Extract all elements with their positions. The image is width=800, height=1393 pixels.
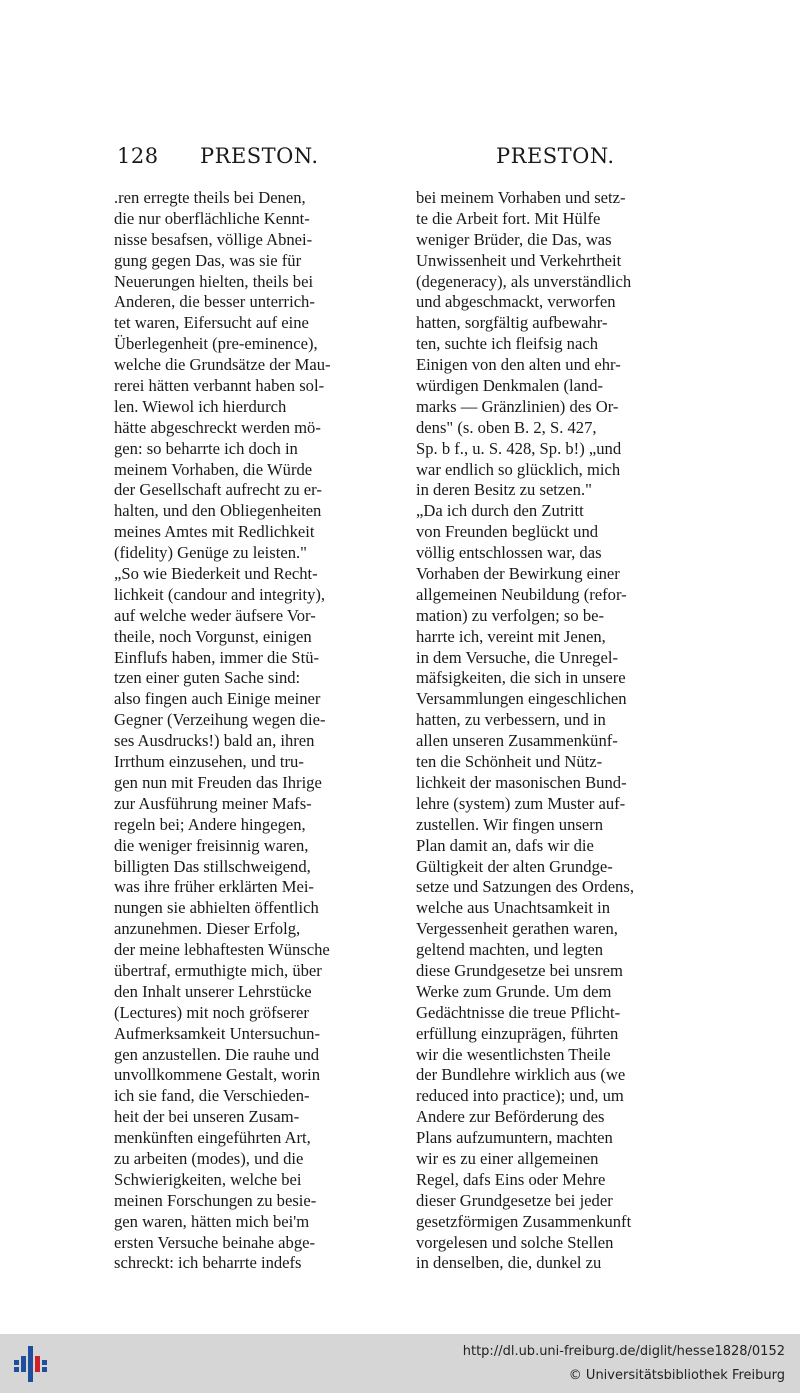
text-line: menkünften eingeführten Art,	[114, 1128, 311, 1148]
page-number: 128	[117, 144, 159, 168]
text-line: hätte abgeschreckt werden mö-	[114, 417, 321, 437]
text-line: Sp. b f., u. S. 428, Sp. b!) „und	[416, 438, 622, 458]
text-line: lichkeit der masonischen Bund-	[416, 772, 627, 792]
text-line: halten, und den Obliegenheiten	[114, 501, 322, 521]
text-line: nisse besafsen, völlige Abnei-	[114, 229, 313, 249]
text-line: meinem Vorhaben, die Würde	[114, 459, 313, 479]
text-line: heit der bei unseren Zusam-	[114, 1107, 300, 1127]
text-line: weniger Brüder, die Das, was	[416, 229, 612, 249]
text-line: ses Ausdrucks!) bald an, ihren	[114, 731, 315, 751]
text-line: tzen einer guten Sache sind:	[114, 668, 301, 688]
text-line: harrte ich, vereint mit Jenen,	[416, 626, 606, 646]
text-line: Andere zur Beförderung des	[416, 1107, 605, 1127]
text-line: lichkeit (candour and integrity),	[114, 584, 326, 604]
text-line: geltend machten, und legten	[416, 940, 604, 960]
footer-bar	[0, 1334, 800, 1393]
text-line: marks — Gränzlinien) des Or-	[416, 396, 619, 416]
ub-freiburg-logo-icon	[12, 1344, 48, 1384]
text-line: te die Arbeit fort. Mit Hülfe	[416, 208, 601, 228]
text-line: ersten Versuche beinahe abge-	[114, 1232, 316, 1252]
text-line: Unwissenheit und Verkehrtheit	[416, 250, 622, 270]
text-line: rerei hätten verbannt haben sol-	[114, 376, 325, 396]
text-line: billigten Das stillschweigend,	[114, 856, 311, 876]
text-line: mäfsigkeiten, die sich in unsere	[416, 668, 626, 688]
text-line: zur Ausführung meiner Mafs-	[114, 793, 312, 813]
text-line: gesetzförmigen Zusammenkunft	[416, 1211, 632, 1231]
text-line: ten die Schönheit und Nütz-	[416, 752, 603, 772]
text-line: anzunehmen. Dieser Erfolg,	[114, 919, 301, 939]
text-line: allen unseren Zusammenkünf-	[416, 731, 618, 751]
text-line: unvollkommene Gestalt, worin	[114, 1065, 321, 1085]
text-line: (fidelity) Genüge zu leisten."	[114, 543, 307, 563]
source-url-link[interactable]: http://dl.ub.uni-freiburg.de/diglit/hesse1828/0152	[462, 1344, 785, 1359]
text-line: .ren erregte theils bei Denen,	[114, 188, 306, 207]
text-line: was ihre früher erklärten Mei-	[114, 877, 314, 897]
running-head-right: PRESTON.	[496, 144, 615, 168]
text-line: vorgelesen und solche Stellen	[416, 1232, 614, 1252]
text-line: welche aus Unachtsamkeit in	[416, 898, 610, 918]
text-line: von Freunden beglückt und	[416, 522, 599, 542]
text-line: Versammlungen eingeschlichen	[416, 689, 627, 709]
text-line: theile, noch Vorgunst, einigen	[114, 626, 312, 646]
text-line: dieser Grundgesetze bei jeder	[416, 1190, 613, 1210]
text-line: Einigen von den alten und ehr-	[416, 355, 621, 375]
text-line: Plans aufzumuntern, machten	[416, 1128, 613, 1148]
text-line: völlig entschlossen war, das	[416, 543, 602, 563]
text-line: übertraf, ermuthigte mich, über	[114, 960, 322, 980]
text-line: war endlich so glücklich, mich	[416, 459, 621, 479]
text-line: zustellen. Wir fingen unsern	[416, 814, 604, 834]
right-text-column	[416, 188, 702, 1273]
text-line: (degeneracy), als unverständlich	[416, 271, 632, 291]
text-line: würdigen Denkmalen (land-	[416, 376, 604, 396]
text-line: hatten, zu verbessern, und in	[416, 710, 606, 730]
text-line: Neuerungen hielten, theils bei	[114, 271, 314, 291]
text-line: „Da ich durch den Zutritt	[416, 501, 584, 521]
text-line: Irrthum einzusehen, und tru-	[114, 752, 304, 772]
text-line: Plan damit an, dafs wir die	[416, 835, 594, 855]
text-line: allgemeinen Neubildung (refor-	[416, 584, 627, 604]
text-line: gen: so beharrte ich doch in	[114, 438, 298, 458]
text-line: Gedächtnisse die treue Pflicht-	[416, 1002, 621, 1022]
text-line: in dem Versuche, die Unregel-	[416, 647, 618, 667]
text-line: wir es zu einer allgemeinen	[416, 1148, 599, 1168]
text-line: also fingen auch Einige meiner	[114, 689, 321, 709]
text-line: welche die Grundsätze der Mau-	[114, 355, 331, 375]
text-line: auf welche weder äufsere Vor-	[114, 605, 316, 625]
text-line: der Gesellschaft aufrecht zu er-	[114, 480, 322, 500]
text-line: gen nun mit Freuden das Ihrige	[114, 772, 322, 792]
running-head-left: PRESTON.	[200, 144, 319, 168]
text-line: reduced into practice); und, um	[416, 1086, 624, 1106]
text-line: dens" (s. oben B. 2, S. 427,	[416, 417, 597, 437]
text-line: gen waren, hätten mich bei'm	[114, 1211, 310, 1231]
text-line: Gültigkeit der alten Grundge-	[416, 856, 613, 876]
text-line: Regel, dafs Eins oder Mehre	[416, 1169, 606, 1189]
text-line: ich sie fand, die Verschieden-	[114, 1086, 310, 1106]
text-line: Überlegenheit (pre-eminence),	[114, 334, 318, 354]
text-line: len. Wiewol ich hierdurch	[114, 396, 287, 416]
text-line: ten, suchte ich fleifsig nach	[416, 334, 599, 354]
text-line: diese Grundgesetze bei unsrem	[416, 960, 623, 980]
text-line: schreckt: ich beharrte indefs	[114, 1253, 302, 1273]
text-line: Vergessenheit gerathen waren,	[416, 919, 618, 939]
text-line: zu arbeiten (modes), und die	[114, 1148, 304, 1168]
text-line: in deren Besitz zu setzen."	[416, 480, 592, 500]
text-line: Aufmerksamkeit Untersuchun-	[114, 1023, 320, 1043]
text-line: mation) zu verfolgen; so be-	[416, 605, 605, 625]
text-line: der meine lebhaftesten Wünsche	[114, 940, 330, 960]
text-line: nungen sie abhielten öffentlich	[114, 898, 319, 918]
text-line: und abgeschmackt, verworfen	[416, 292, 616, 312]
text-line: lehre (system) zum Muster auf-	[416, 793, 626, 813]
text-line: der Bundlehre wirklich aus (we	[416, 1065, 626, 1085]
copyright-notice: © Universitätsbibliothek Freiburg	[568, 1368, 785, 1383]
text-line: gen anzustellen. Die rauhe und	[114, 1044, 320, 1064]
text-line: den Inhalt unserer Lehrstücke	[114, 981, 312, 1001]
text-line: Vorhaben der Bewirkung einer	[416, 564, 620, 584]
text-line: Werke zum Grunde. Um dem	[416, 981, 612, 1001]
text-line: regeln bei; Andere hingegen,	[114, 814, 306, 834]
text-line: Gegner (Verzeihung wegen die-	[114, 710, 326, 730]
text-line: bei meinem Vorhaben und setz-	[416, 188, 626, 207]
text-line: in denselben, die, dunkel zu	[416, 1253, 602, 1273]
text-line: meinen Forschungen zu besie-	[114, 1190, 317, 1210]
text-line: Schwierigkeiten, welche bei	[114, 1169, 302, 1189]
left-text-column	[114, 188, 404, 1273]
text-line: tet waren, Eifersucht auf eine	[114, 313, 309, 333]
text-line: die nur oberflächliche Kennt-	[114, 208, 310, 228]
text-line: hatten, sorgfältig aufbewahr-	[416, 313, 608, 333]
text-line: die weniger freisinnig waren,	[114, 835, 309, 855]
text-line: Einflufs haben, immer die Stü-	[114, 647, 320, 667]
text-line: erfüllung einzuprägen, führten	[416, 1023, 619, 1043]
text-line: (Lectures) mit noch gröfserer	[114, 1002, 309, 1022]
text-line: wir die wesentlichsten Theile	[416, 1044, 611, 1064]
text-line: gung gegen Das, was sie für	[114, 250, 302, 270]
text-line: Anderen, die besser unterrich-	[114, 292, 315, 312]
text-line: setze und Satzungen des Ordens,	[416, 877, 634, 897]
text-line: meines Amtes mit Redlichkeit	[114, 522, 315, 542]
text-line: „So wie Biederkeit und Recht-	[114, 564, 318, 584]
